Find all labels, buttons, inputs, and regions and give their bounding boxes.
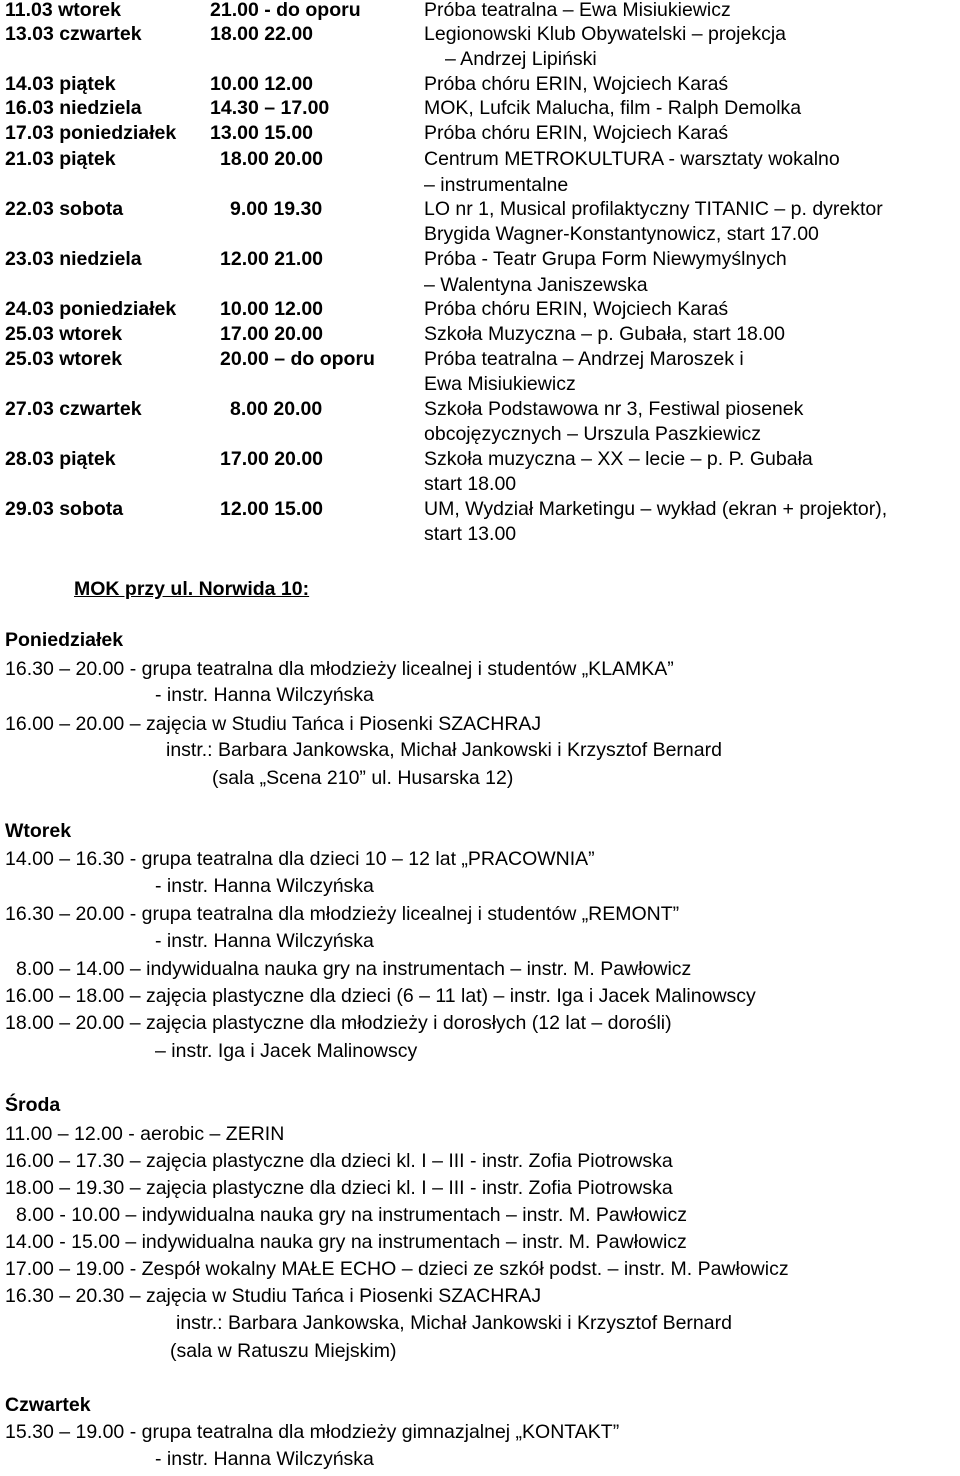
day-heading: Poniedziałek [5,629,124,651]
activity-line: 14.00 – 16.30 - grupa teatralna dla dzieci 10 – 12 lat „PRACOWNIA” [5,848,595,870]
schedule-time: 17.00 20.00 [220,323,324,345]
schedule-date: 17.03 poniedziałek [5,122,177,144]
activity-line: - instr. Hanna Wilczyńska [155,1448,374,1470]
schedule-date: 11.03 wtorek [5,0,121,21]
activity-line: (sala „Scena 210” ul. Husarska 12) [212,767,514,789]
schedule-event: LO nr 1, Musical profilaktyczny TITANIC – p. dyrektor [424,198,883,220]
activity-line: - instr. Hanna Wilczyńska [155,875,374,897]
activity-line: 16.30 – 20.30 – zajęcia w Studiu Tańca i Piosenki SZACHRAJ [5,1285,542,1307]
schedule-time: 10.00 12.00 [220,298,324,320]
section-heading: MOK przy ul. Norwida 10: [74,578,310,600]
schedule-date: 29.03 sobota [5,498,124,520]
schedule-event-cont: – instrumentalne [424,174,569,196]
schedule-time: 8.00 20.00 [230,398,323,420]
schedule-date: 14.03 piątek [5,73,116,95]
schedule-date: 21.03 piątek [5,148,116,170]
schedule-event: MOK, Lufcik Malucha, film - Ralph Demolka [424,97,802,119]
schedule-date: 27.03 czwartek [5,398,142,420]
schedule-time: 18.00 20.00 [220,148,324,170]
schedule-event: Centrum METROKULTURA - warsztaty wokalno [424,148,840,170]
schedule-date: 13.03 czwartek [5,23,142,45]
activity-line: 8.00 – 14.00 – indywidualna nauka gry na instrumentach – instr. M. Pawłowicz [16,958,692,980]
schedule-event-cont: obcojęzycznych – Urszula Paszkiewicz [424,423,762,445]
schedule-event-cont: start 13.00 [424,523,517,545]
activity-line: 16.30 – 20.00 - grupa teatralna dla młodzieży licealnej i studentów „REMONT” [5,903,680,925]
activity-line: 8.00 - 10.00 – indywidualna nauka gry na instrumentach – instr. M. Pawłowicz [16,1204,687,1226]
schedule-event: Szkoła muzyczna – XX – lecie – p. P. Gubała [424,448,813,470]
schedule-date: 22.03 sobota [5,198,124,220]
schedule-event-cont: Brygida Wagner-Konstantynowicz, start 17.00 [424,223,819,245]
schedule-date: 24.03 poniedziałek [5,298,177,320]
day-heading: Czwartek [5,1394,91,1416]
activity-line: 16.00 – 20.00 – zajęcia w Studiu Tańca i Piosenki SZACHRAJ [5,713,542,735]
activity-line: 16.00 – 18.00 – zajęcia plastyczne dla dzieci (6 – 11 lat) – instr. Iga i Jacek Malinowscy [5,985,756,1007]
schedule-event: Próba teatralna – Andrzej Maroszek i [424,348,744,370]
schedule-event: Próba chóru ERIN, Wojciech Karaś [424,122,729,144]
activity-line: 11.00 – 12.00 - aerobic – ZERIN [5,1123,285,1145]
schedule-event: Próba - Teatr Grupa Form Niewymyślnych [424,248,787,270]
schedule-date: 25.03 wtorek [5,323,123,345]
day-heading: Wtorek [5,820,72,842]
activity-line: 17.00 – 19.00 - Zespół wokalny MAŁE ECHO – dzieci ze szkół podst. – instr. M. Pawłowicz [5,1258,789,1280]
schedule-time: 10.00 12.00 [210,73,314,95]
schedule-time: 13.00 15.00 [210,122,314,144]
schedule-event-cont: – Walentyna Janiszewska [424,274,648,296]
schedule-event: UM, Wydział Marketingu – wykład (ekran + projektor), [424,498,888,520]
schedule-event: Legionowski Klub Obywatelski – projekcja [424,23,787,45]
activity-line: instr.: Barbara Jankowska, Michał Jankowski i Krzysztof Bernard [166,739,722,761]
schedule-event-cont: Ewa Misiukiewicz [424,373,576,395]
activity-line: - instr. Hanna Wilczyńska [155,930,374,952]
schedule-date: 16.03 niedziela [5,97,142,119]
activity-line: instr.: Barbara Jankowska, Michał Jankowski i Krzysztof Bernard [176,1312,732,1334]
schedule-date: 23.03 niedziela [5,248,142,270]
schedule-time: 12.00 21.00 [220,248,324,270]
schedule-time: 12.00 15.00 [220,498,324,520]
activity-line: 16.00 – 17.30 – zajęcia plastyczne dla dzieci kl. I – III - instr. Zofia Piotrowska [5,1150,673,1172]
activity-line: 16.30 – 20.00 - grupa teatralna dla młodzieży licealnej i studentów „KLAMKA” [5,658,674,680]
schedule-time: 9.00 19.30 [230,198,323,220]
schedule-time: 17.00 20.00 [220,448,324,470]
schedule-time: 14.30 – 17.00 [210,97,330,119]
activity-line: 18.00 – 20.00 – zajęcia plastyczne dla młodzieży i dorosłych (12 lat – dorośli) [5,1012,672,1034]
schedule-event: Szkoła Podstawowa nr 3, Festiwal piosenek [424,398,804,420]
schedule-event: Próba chóru ERIN, Wojciech Karaś [424,298,729,320]
activity-line: (sala w Ratuszu Miejskim) [170,1340,397,1362]
schedule-event: Próba teatralna – Ewa Misiukiewicz [424,0,731,21]
schedule-event: Próba chóru ERIN, Wojciech Karaś [424,73,729,95]
schedule-time: 21.00 - do oporu [210,0,361,21]
activity-line: 14.00 - 15.00 – indywidualna nauka gry na instrumentach – instr. M. Pawłowicz [5,1231,687,1253]
schedule-event: Szkoła Muzyczna – p. Gubała, start 18.00 [424,323,785,345]
schedule-event-cont: – Andrzej Lipiński [445,48,597,70]
schedule-event-cont: start 18.00 [424,473,517,495]
activity-line: - instr. Hanna Wilczyńska [155,684,374,706]
activity-line: 18.00 – 19.30 – zajęcia plastyczne dla dzieci kl. I – III - instr. Zofia Piotrowska [5,1177,673,1199]
schedule-time: 20.00 – do oporu [220,348,375,370]
schedule-date: 28.03 piątek [5,448,116,470]
schedule-time: 18.00 22.00 [210,23,314,45]
schedule-date: 25.03 wtorek [5,348,123,370]
activity-line: – instr. Iga i Jacek Malinowscy [155,1040,418,1062]
activity-line: 15.30 – 19.00 - grupa teatralna dla młodzieży gimnazjalnej „KONTAKT” [5,1421,620,1443]
day-heading: Środa [5,1094,61,1116]
